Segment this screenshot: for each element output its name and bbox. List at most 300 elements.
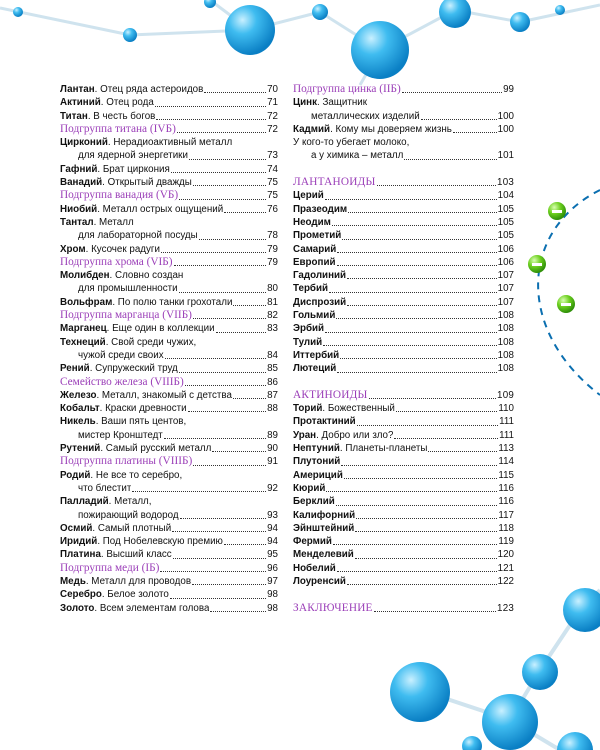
dot-leader [164,438,266,439]
toc-entry[interactable] [293,123,514,136]
toc-entry[interactable] [60,83,278,96]
element-name: Тербий [293,283,329,295]
toc-group-heading [60,309,278,322]
element-name: Европий [293,256,336,268]
toc-entry[interactable] [293,269,514,282]
toc-entry[interactable] [60,389,278,402]
entry-title [293,495,335,508]
dot-leader [180,518,267,519]
entry-title [60,415,186,428]
entry-continuation: чужой среди своих [78,349,164,361]
toc-line [60,269,278,282]
toc-entry[interactable] [60,588,278,601]
toc-line [293,309,514,322]
element-description: . Божественный [322,403,395,415]
toc-line [60,389,278,402]
element-description: . Брат циркония [97,163,170,175]
toc-entry[interactable] [293,602,514,615]
element-description: . Краски древности [99,403,187,415]
dot-leader [179,199,266,200]
heading-text: Подгруппа титана (IVБ) [60,122,176,135]
toc-line [293,469,514,482]
page-number: 75 [267,190,278,202]
element-name: Лоуренсий [293,575,346,587]
toc-entry[interactable] [60,243,278,256]
dot-leader [347,305,497,306]
element-name: Фермий [293,536,332,548]
toc-entry[interactable] [60,176,278,189]
element-name: Никель [60,416,96,428]
page-number: 97 [267,575,278,587]
element-description: . Защитник [317,97,367,109]
page-number: 100 [497,110,514,122]
toc-entry[interactable] [293,336,514,349]
element-name: Цинк [293,97,317,109]
entry-title [293,309,335,322]
page-number: 93 [267,509,278,521]
element-name: Самарий [293,243,337,255]
toc-entry[interactable] [60,309,278,322]
toc-entry[interactable] [293,83,514,96]
element-description: . Кому мы доверяем жизнь [330,123,452,135]
element-name: Лютеций [293,363,337,375]
entry-title [60,575,191,588]
heading-text: Подгруппа марганца (VIIБ) [60,309,192,322]
toc-entry[interactable] [60,163,278,176]
toc-line [293,336,514,349]
dot-leader [161,252,266,253]
toc-line [293,216,514,229]
toc-line [293,455,514,468]
page-number: 106 [497,243,514,255]
page-number: 101 [497,150,514,162]
toc-entry[interactable] [60,548,278,561]
orbit-dashed-arc [538,190,600,395]
toc-entry[interactable] [293,189,514,202]
element-name: Палладий [60,496,109,508]
dot-leader [421,119,497,120]
toc-entry[interactable] [293,203,514,216]
element-description: . Самый плотный [92,522,172,534]
dot-leader [210,611,266,612]
dot-leader [357,425,498,426]
toc-entry[interactable] [293,522,514,535]
dot-leader [216,332,267,333]
entry-continuation: мистер Кронштедт [78,429,163,441]
entry-title [60,402,187,415]
toc-entry[interactable] [60,469,278,496]
element-name: Церий [293,190,324,202]
page-number: 107 [497,296,514,308]
toc-line [293,415,514,428]
toc-line [293,495,514,508]
toc-entry[interactable] [293,296,514,309]
dot-leader [132,491,266,492]
dot-leader [402,92,502,93]
toc-line [293,256,514,269]
page-number: 104 [497,190,514,202]
entry-title [60,269,183,282]
page-number: 106 [497,256,514,268]
page-number: 109 [497,389,514,401]
entry-title [60,495,151,508]
toc-entry[interactable] [60,495,278,522]
toc-line-continuation [60,229,278,242]
toc-line [293,229,514,242]
toc-entry[interactable] [293,495,514,508]
toc-entry[interactable] [293,96,514,123]
toc-line-continuation [60,149,278,162]
toc-line-continuation [60,509,278,522]
page-number: 98 [267,602,278,614]
page-number: 92 [267,482,278,494]
toc-entry[interactable] [60,602,278,615]
toc-entry[interactable] [60,522,278,535]
page-number: 89 [267,429,278,441]
toc-line [60,522,278,535]
dot-leader [179,292,267,293]
page-number: 85 [267,363,278,375]
entry-title [293,548,354,561]
dot-leader [199,239,266,240]
dot-leader [355,531,497,532]
toc-line [60,588,278,601]
element-description: . Металл [93,216,134,228]
toc-entry[interactable] [60,189,278,202]
page-number: 116 [498,482,514,494]
dot-leader [355,558,497,559]
page-number: 82 [267,310,278,322]
dot-leader [172,531,266,532]
toc-group-heading [60,562,278,575]
entry-title [60,602,209,615]
dot-leader [233,305,266,306]
entry-title [60,548,172,561]
toc-entry[interactable] [60,402,278,415]
dot-leader [193,465,266,466]
toc-line [60,83,278,96]
entry-title [293,269,346,282]
element-name: Плутоний [293,456,341,468]
element-name: Цирконий [60,137,108,149]
entry-title [60,469,182,482]
toc-line [293,575,514,588]
toc-line [60,136,278,149]
dot-leader [173,558,266,559]
dot-leader [233,398,266,399]
toc-line [60,495,278,508]
toc-entry[interactable] [60,136,278,163]
element-name: Осмий [60,522,93,534]
toc-entry[interactable] [293,322,514,335]
page-number: 75 [267,177,278,189]
page-number: 108 [497,363,514,375]
dot-leader [347,584,497,585]
page-number: 71 [267,97,278,109]
dot-leader [332,225,497,226]
element-name: Торий [293,403,323,415]
toc-entry[interactable] [293,509,514,522]
element-name: Лантан [60,84,95,95]
entry-title [293,123,452,136]
toc-entry[interactable] [60,575,278,588]
page-number: 108 [497,336,514,348]
page-number: 111 [499,429,514,441]
element-name: Гафний [60,163,98,175]
element-description: . Еще один в коллекции [106,323,215,335]
toc-entry[interactable] [60,96,278,109]
page-number: 84 [267,349,278,361]
element-name: Прометий [293,230,342,242]
entry-title [60,362,178,375]
element-name: Рутений [60,443,101,455]
page-number: 110 [498,403,514,415]
heading-text: Подгруппа платины (VIIIБ) [60,455,193,468]
page-number: 121 [497,562,514,574]
toc-line [60,336,278,349]
entry-text: У кого-то убегает молоко, [293,137,410,149]
toc-line [293,562,514,575]
entry-title [293,429,393,442]
page-number: 116 [498,496,514,508]
toc-entry[interactable] [293,256,514,269]
page-number: 118 [498,522,514,534]
page-number: 99 [503,84,514,95]
toc-entry[interactable] [60,336,278,363]
toc-entry[interactable] [60,216,278,243]
toc-line [293,442,514,455]
entry-continuation: для промышленности [78,283,178,295]
page-number: 105 [497,203,514,215]
toc-line [293,522,514,535]
toc-entry[interactable] [293,349,514,362]
heading-text: Подгруппа меди (IБ) [60,561,160,574]
toc-entry[interactable] [293,429,514,442]
dot-leader [326,491,497,492]
entry-title [60,136,232,149]
toc-line [60,575,278,588]
entry-title [60,83,203,96]
element-description: . Под Нобелевскую премию [97,536,223,548]
entry-title [293,455,340,468]
toc-entry[interactable] [60,562,278,575]
toc-entry[interactable] [60,535,278,548]
toc-entry[interactable] [60,269,278,296]
toc-entry[interactable] [60,256,278,269]
toc-line [293,535,514,548]
toc-line [293,296,514,309]
heading-text: Подгруппа ванадия (VБ) [60,189,179,202]
element-name: Празеодим [293,203,348,215]
element-description: . Белое золото [101,589,169,601]
page-number: 120 [497,549,514,561]
page-number: 86 [267,376,278,388]
toc-section-heading [293,389,514,402]
toc-line [60,216,278,229]
element-description: . Кусочек радуги [85,243,160,255]
toc-entry[interactable] [293,482,514,495]
entry-title [60,535,223,548]
dot-leader [323,345,496,346]
toc-entry[interactable] [293,562,514,575]
toc-entry[interactable] [60,442,278,455]
toc-entry[interactable] [293,243,514,256]
toc-entry[interactable] [293,216,514,229]
entry-title [60,216,134,229]
toc-line [60,110,278,123]
entry-title [60,163,170,176]
page-number: 95 [267,549,278,561]
entry-title [60,389,232,402]
element-name: Титан [60,110,88,122]
toc-line [293,482,514,495]
element-name: Тантал [60,216,94,228]
toc-entry[interactable] [293,575,514,588]
toc-entry[interactable] [60,376,278,389]
dot-leader [193,185,266,186]
page-number: 107 [497,283,514,295]
page-number: 108 [497,323,514,335]
element-name: Молибден [60,270,110,282]
element-description: . Металл острых ощущений [97,203,224,215]
toc-entry[interactable] [60,203,278,216]
dot-leader [341,465,497,466]
toc-entry[interactable] [60,110,278,123]
entry-continuation: для ядерной энергетики [78,150,188,162]
toc-entry[interactable] [60,123,278,136]
entry-title [60,588,169,601]
element-name: Технеций [60,336,106,348]
toc-line-continuation [293,149,514,162]
page-number: 111 [499,416,514,428]
toc-line [60,96,278,109]
toc-entry[interactable] [60,362,278,375]
dot-leader [337,372,496,373]
toc-line [60,415,278,428]
element-name: Нобелий [293,562,336,574]
page-number: 74 [267,163,278,175]
dot-leader [179,372,266,373]
toc-entry[interactable] [60,296,278,309]
entry-title [60,176,192,189]
toc-line-continuation [60,282,278,295]
toc-line [60,402,278,415]
toc-entry[interactable] [60,455,278,468]
toc-line [60,203,278,216]
toc-line [293,189,514,202]
dot-leader [396,411,498,412]
page-number: 107 [497,270,514,282]
toc-line [293,203,514,216]
toc-line [293,123,514,136]
entry-title [293,362,336,375]
element-name: Кюрий [293,482,326,494]
dot-leader [224,212,266,213]
heading-text: ЛАНТАНОИДЫ [293,176,376,189]
element-name: Эрбий [293,323,325,335]
toc-entry[interactable] [293,415,514,428]
element-description: . Нерадиоактивный металл [107,137,233,149]
toc-entry[interactable] [293,535,514,548]
page-number: 90 [267,443,278,455]
dot-leader [325,332,497,333]
toc-entry[interactable] [293,309,514,322]
toc-line [293,243,514,256]
page-number: 119 [498,536,514,548]
element-name: Тулий [293,336,323,348]
dot-leader [171,172,266,173]
entry-title [60,442,211,455]
entry-title [293,509,355,522]
page-number: 100 [497,123,514,135]
page-number: 122 [497,575,514,587]
page-number: 114 [498,456,514,468]
page-number: 79 [267,243,278,255]
toc-entry[interactable] [293,176,514,189]
entry-title [293,96,367,109]
top-molecule-atoms [13,0,565,79]
spacer [293,376,514,389]
toc-entry[interactable] [293,229,514,242]
page-number: 83 [267,323,278,335]
page-number: 79 [267,256,278,268]
element-name: Нептуний [293,443,340,455]
toc-entry[interactable] [293,442,514,455]
toc-right-column [293,83,514,615]
toc-line [60,296,278,309]
toc-entry[interactable] [293,389,514,402]
toc-group-heading [60,189,278,202]
element-description: . Ваши пять центов, [95,416,187,428]
element-name: Эйнштейний [293,522,355,534]
entry-title [293,562,336,575]
dot-leader [337,265,497,266]
dot-leader [160,571,266,572]
toc-entry[interactable] [293,469,514,482]
toc-line [60,163,278,176]
toc-entry[interactable] [293,402,514,415]
page-number: 108 [497,349,514,361]
toc-line-continuation [60,349,278,362]
dot-leader [192,584,266,585]
toc-entry[interactable] [293,362,514,375]
heading-text: Подгруппа цинка (IIБ) [293,83,401,95]
toc-section-heading [293,176,514,189]
entry-title [293,482,325,495]
toc-entry[interactable] [293,548,514,561]
toc-group-heading [293,83,514,96]
dot-leader [340,358,496,359]
dot-leader [428,451,497,452]
toc-entry[interactable] [293,282,514,295]
page-number: 70 [267,84,278,95]
entry-title [293,243,336,256]
toc-entry[interactable] [60,322,278,335]
dot-leader [224,544,266,545]
element-name: Серебро [60,589,102,601]
toc-entry[interactable] [60,415,278,442]
toc-entry[interactable] [293,136,514,163]
spacer [293,163,514,176]
element-name: Ванадий [60,177,103,189]
toc-entry[interactable] [293,455,514,468]
element-name: Иридий [60,536,98,548]
heading-text: ЗАКЛЮЧЕНИЕ [293,601,373,614]
element-name: Медь [60,575,86,587]
toc-line [60,362,278,375]
element-name: Берклий [293,496,335,508]
entry-title [293,256,336,269]
